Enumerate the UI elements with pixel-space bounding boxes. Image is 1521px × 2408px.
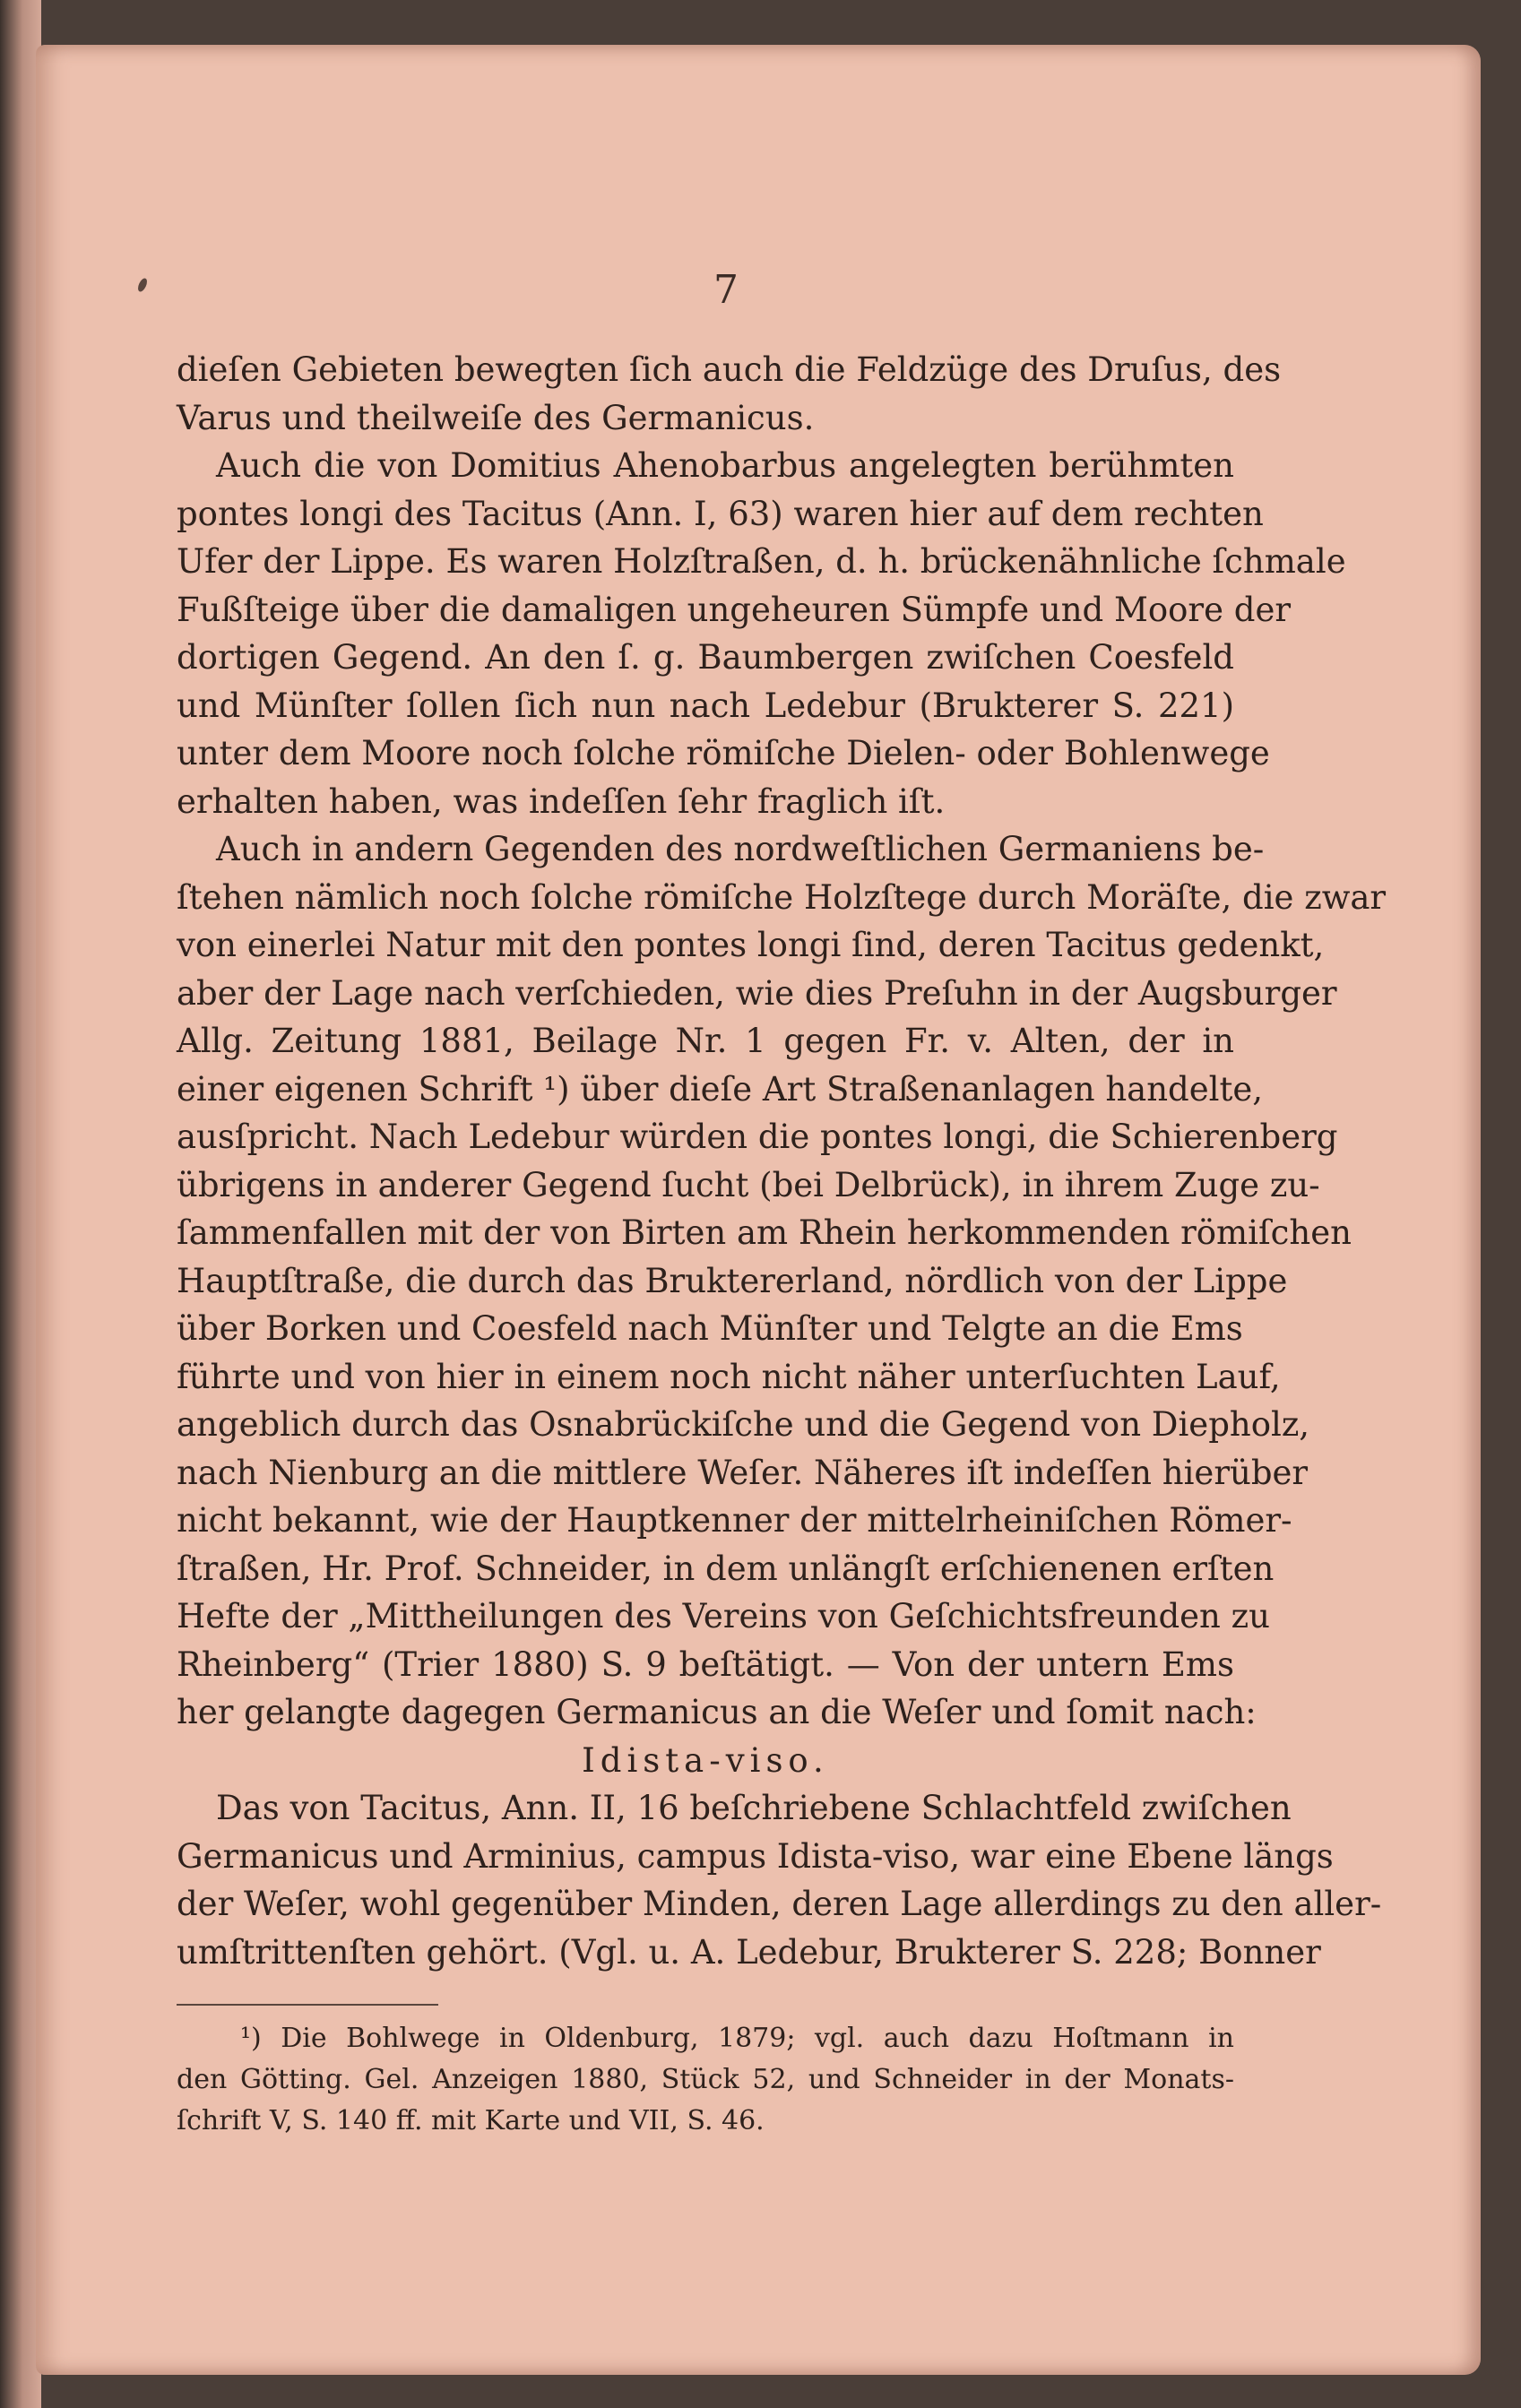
- text-line: Germanicus und Arminius, campus Idista-viso, war eine Ebene längs: [177, 1836, 1334, 1876]
- text-line: Rheinberg“ (Trier 1880) S. 9 beſtätigt. — Von der untern Ems: [177, 1644, 1234, 1684]
- text-line: Hauptſtraße, die durch das Bruktererland, nördlich von der Lippe: [177, 1261, 1288, 1300]
- text-line: her gelangte dagegen Germanicus an die Weſer und ſomit nach:: [177, 1693, 1257, 1731]
- text-line: umſtrittenſten gehört. (Vgl. u. A. Ledebur, Brukterer S. 228; Bonner: [177, 1932, 1321, 1972]
- text-line: angeblich durch das Osnabrückiſche und die Gegend von Diepholz,: [177, 1405, 1310, 1444]
- text-line: Varus und theilweiſe des Germanicus.: [177, 398, 815, 437]
- text-line: unter dem Moore noch ſolche römiſche Dielen- oder Bohlenwege: [177, 734, 1270, 772]
- text-line: ſtraßen, Hr. Prof. Schneider, in dem unlängſt erſchienenen erſten: [177, 1549, 1275, 1588]
- footnote: [177, 2018, 1234, 2142]
- text-line: und Münſter ſollen ſich nun nach Ledebur (Brukterer S. 221): [177, 686, 1234, 725]
- body-text: [177, 346, 1387, 1976]
- text-line: einer eigenen Schrift ¹) über dieſe Art Straßenanlagen handelte,: [177, 1069, 1263, 1109]
- text-line: ſammenfallen mit der von Birten am Rhein herkommenden römiſchen: [177, 1213, 1352, 1252]
- footnote-line: ¹) Die Bohlwege in Oldenburg, 1879; vgl. auch dazu Hoſtmann in: [240, 2023, 1234, 2054]
- text-line: Ufer der Lippe. Es waren Holzſtraßen, d. h. brückenähnliche ſchmale: [177, 542, 1346, 581]
- text-line: von einerlei Natur mit den pontes longi ſind, deren Tacitus gedenkt,: [177, 926, 1325, 964]
- text-line: führte und von hier in einem noch nicht näher unterſuchten Lauf,: [177, 1357, 1281, 1396]
- text-line: über Borken und Coesfeld nach Münſter und Telgte an die Ems: [177, 1309, 1243, 1348]
- text-line: nach Nienburg an die mittlere Weſer. Näheres iſt indeſſen hierüber: [177, 1453, 1309, 1492]
- text-line: Auch die von Domitius Ahenobarbus angelegten berühmten: [216, 446, 1234, 485]
- text-line: dortigen Gegend. An den ſ. g. Baumbergen zwiſchen Coesfeld: [177, 638, 1234, 677]
- text-line: der Weſer, wohl gegenüber Minden, deren Lage allerdings zu den aller-: [177, 1885, 1382, 1923]
- text-line: Allg. Zeitung 1881, Beilage Nr. 1 gegen Fr. v. Alten, der in: [177, 1022, 1234, 1060]
- section-heading: Idista-viso.: [582, 1740, 829, 1780]
- text-line: Hefte der „Mittheilungen des Vereins von Geſchichtsfreunden zu: [177, 1597, 1270, 1636]
- text-line: Das von Tacitus, Ann. II, 16 beſchriebene Schlachtfeld zwiſchen: [216, 1789, 1292, 1827]
- page-number: 7: [713, 267, 739, 313]
- text-line: Fußſteige über die damaligen ungeheuren Sümpfe und Moore der: [177, 590, 1292, 629]
- text-line: pontes longi des Tacitus (Ann. I, 63) waren hier auf dem rechten: [177, 494, 1264, 533]
- text-line: dieſen Gebieten bewegten ſich auch die Feldzüge des Druſus, des: [177, 350, 1282, 389]
- text-line: nicht bekannt, wie der Hauptkenner der mittelrheiniſchen Römer-: [177, 1501, 1292, 1540]
- footnote-line: ſchrift V, S. 140 ff. mit Karte und VII, S. 46.: [177, 2105, 765, 2136]
- text-line: Auch in andern Gegenden des nordweſtlichen Germaniens be-: [216, 830, 1265, 868]
- text-line: ſtehen nämlich noch ſolche römiſche Holzſtege durch Moräſte, die zwar: [177, 877, 1387, 917]
- text-line: ausſpricht. Nach Ledebur würden die pontes longi, die Schierenberg: [177, 1118, 1338, 1156]
- text-line: aber der Lage nach verſchieden, wie dies Preſuhn in der Augsburger: [177, 973, 1337, 1013]
- text-line: erhalten haben, was indeſſen ſehr fraglich iſt.: [177, 781, 946, 821]
- footnote-rule: [177, 2004, 438, 2006]
- footnote-line: den Götting. Gel. Anzeigen 1880, Stück 52, und Schneider in der Monats-: [177, 2064, 1234, 2095]
- text-line: übrigens in anderer Gegend ſucht (bei Delbrück), in ihrem Zuge zu-: [177, 1165, 1320, 1204]
